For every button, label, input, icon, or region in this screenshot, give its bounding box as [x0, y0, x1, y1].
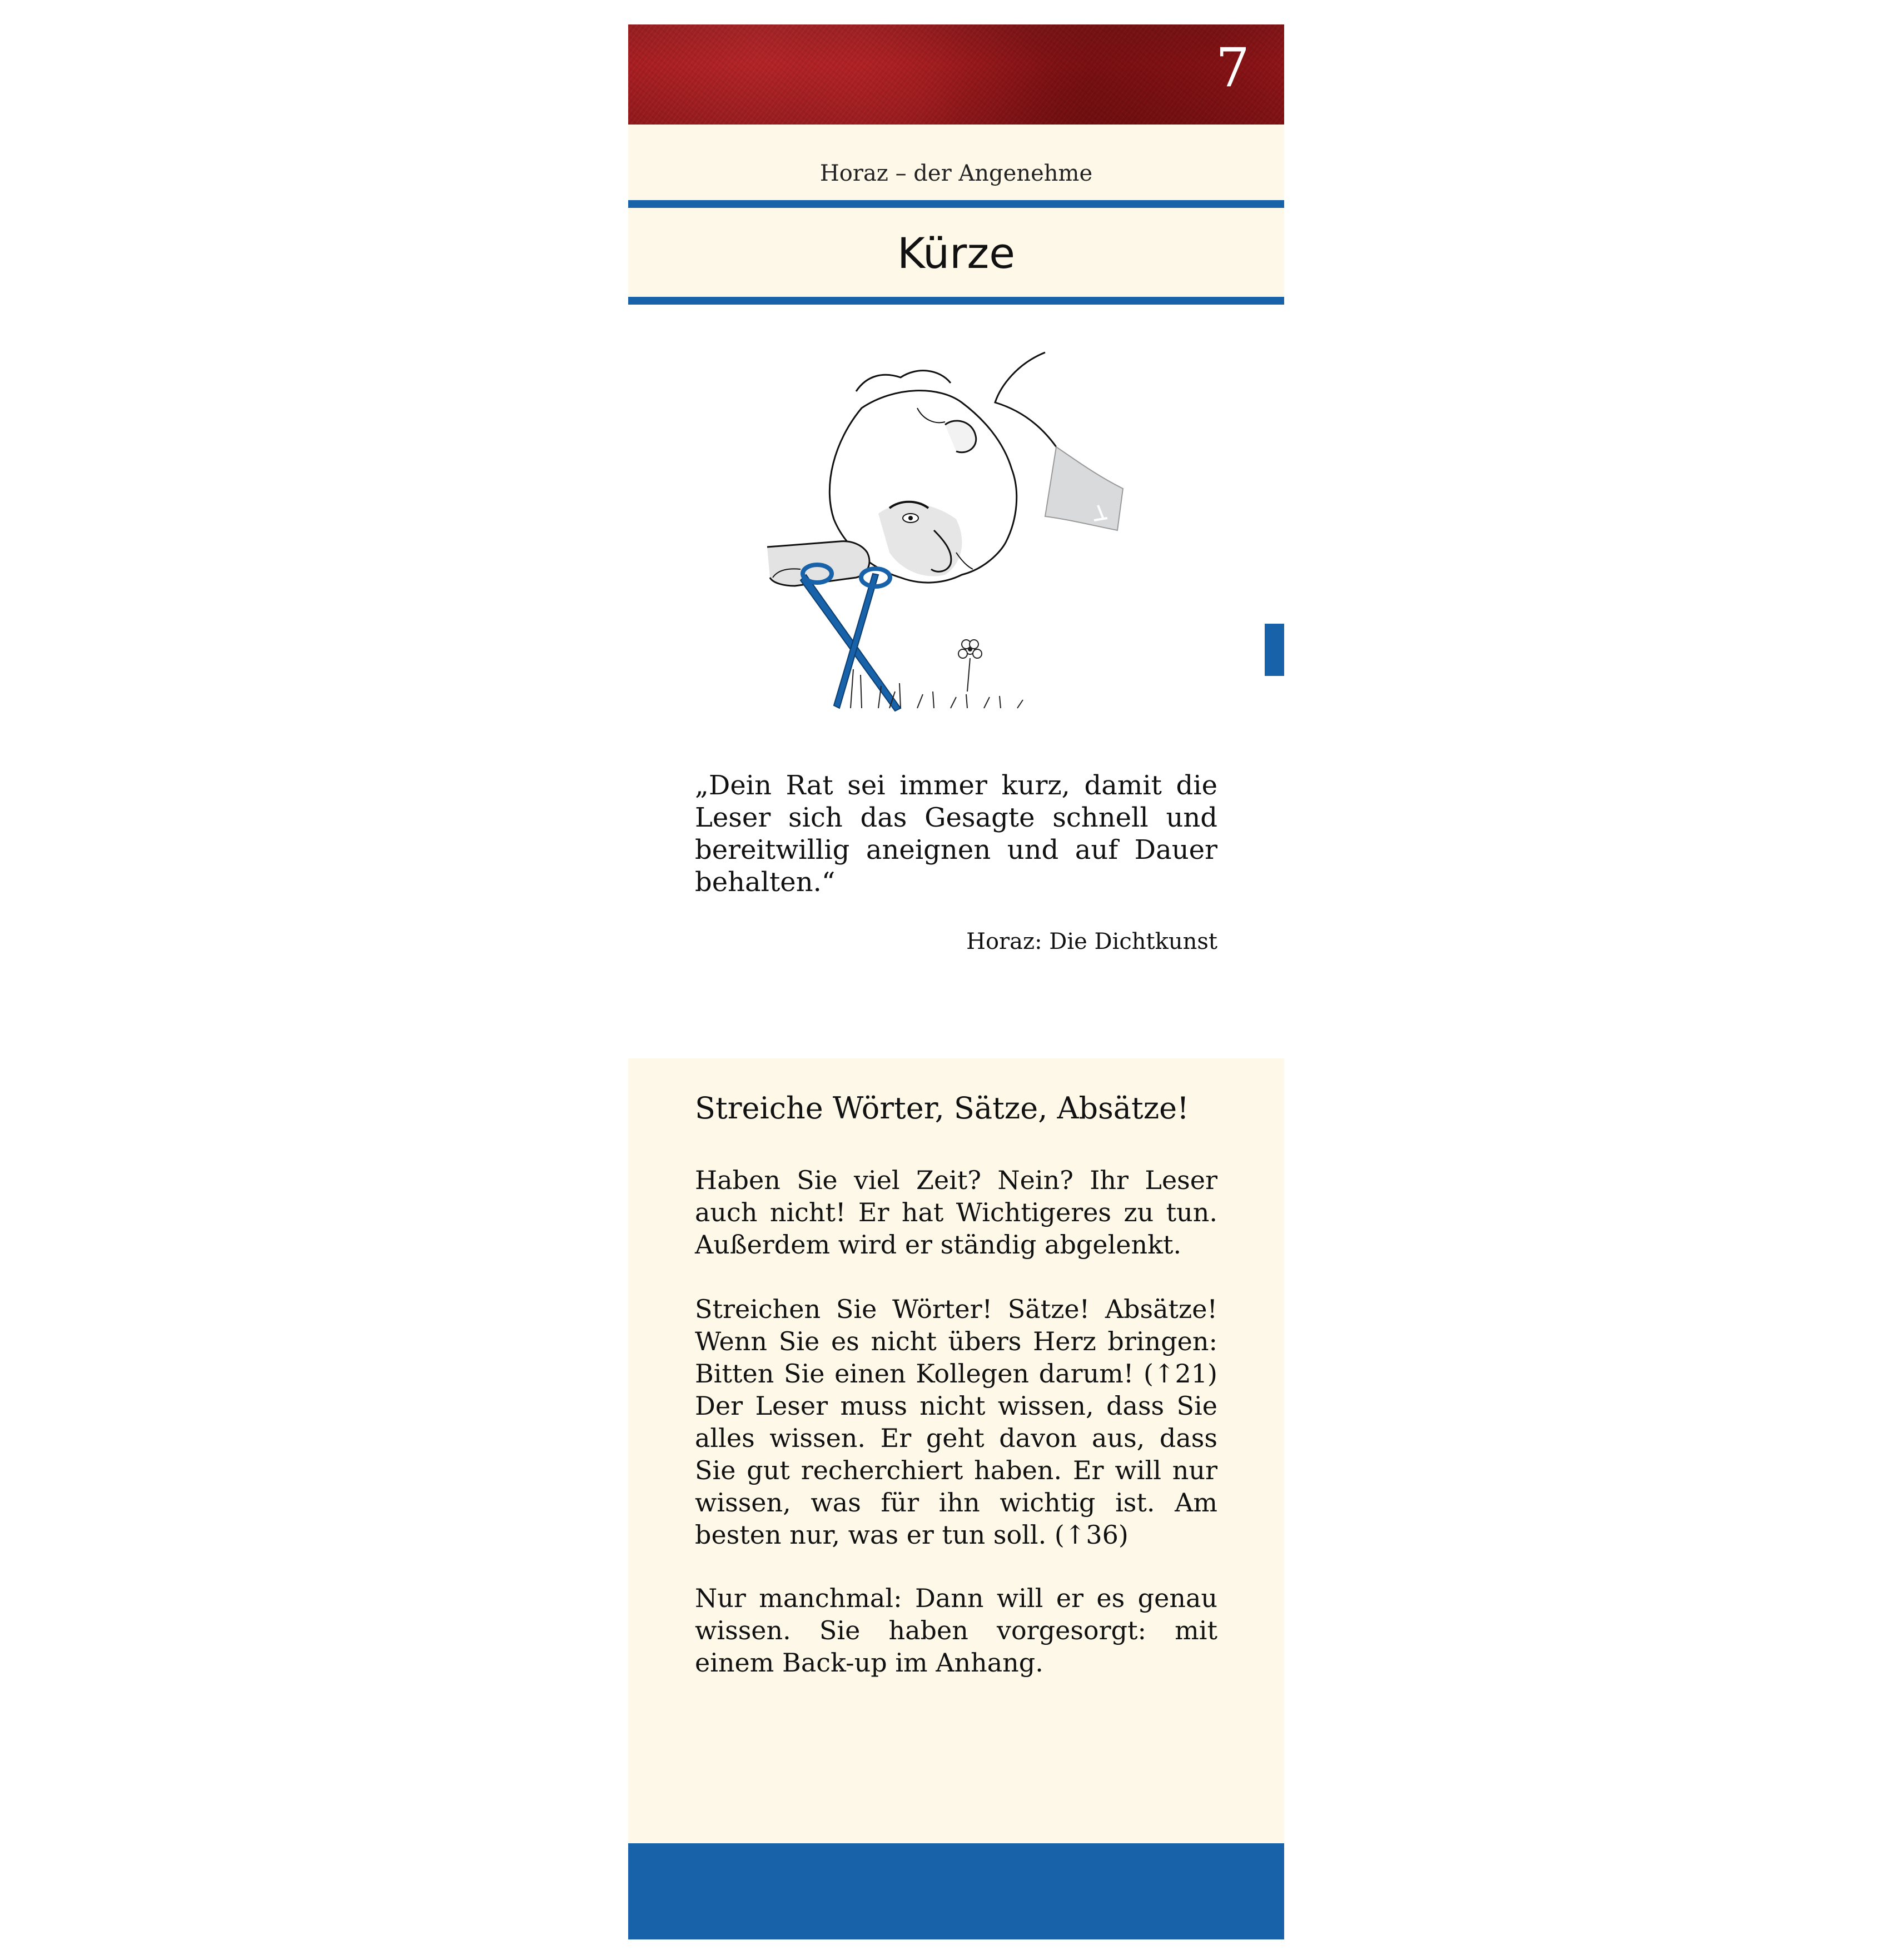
- tip-box: [628, 1058, 1284, 1843]
- tip-paragraph: Haben Sie viel Zeit? Nein? Ihr Leser auch nicht! Er hat Wichtigeres zu tun. Außerdem wird er ständig abgelenkt.: [695, 1165, 1217, 1260]
- pupil: [908, 516, 913, 520]
- divider-rule: [628, 297, 1284, 305]
- chapter-number: 7: [1215, 37, 1250, 99]
- chapter-subtitle: Horaz – der Angenehme: [819, 161, 1093, 186]
- flower-icon: [958, 640, 982, 692]
- scissors-blade: [801, 575, 901, 711]
- divider-rule: [628, 200, 1284, 208]
- quote-text: „Dein Rat sei immer kurz, damit die Leser sich das Gesagte schnell und bereitwillig aneignen und auf Dauer behalten.“: [695, 770, 1217, 898]
- tip-heading: Streiche Wörter, Sätze, Absätze!: [695, 1091, 1189, 1126]
- page-title: Kürze: [897, 228, 1016, 278]
- tip-paragraph: Nur manchmal: Dann will er es genau wissen. Sie haben vorgesorgt: mit einem Back-up im Anhang.: [695, 1583, 1217, 1678]
- scissors-blade: [834, 574, 878, 708]
- shoulder-line: [995, 352, 1056, 447]
- subtitle-band: [628, 125, 1284, 200]
- book-page: [628, 24, 1284, 1939]
- sleeve-shape: [1045, 447, 1123, 530]
- footer-band: [628, 1864, 1284, 1939]
- footer-rule: [628, 1843, 1284, 1864]
- page-edge-tab: [1265, 624, 1284, 676]
- tip-paragraph: Streichen Sie Wörter! Sätze! Absätze! Wenn Sie es nicht übers Herz bringen: Bitten Sie einen Kollegen darum! (↑21) Der Leser muss nicht wissen, dass Sie alles wissen. Er geht davon aus, dass Sie gut recherchiert haben. Er will nur wissen, was für ihn wichtig ist. Am besten nur, was er tun soll. (↑36): [695, 1294, 1217, 1550]
- caricature-illustration: [734, 308, 1190, 719]
- chapter-header-bar: [628, 24, 1284, 125]
- hair-curl: [856, 371, 951, 391]
- title-band: [628, 208, 1284, 297]
- quote-source: Horaz: Die Dichtkunst: [966, 929, 1217, 954]
